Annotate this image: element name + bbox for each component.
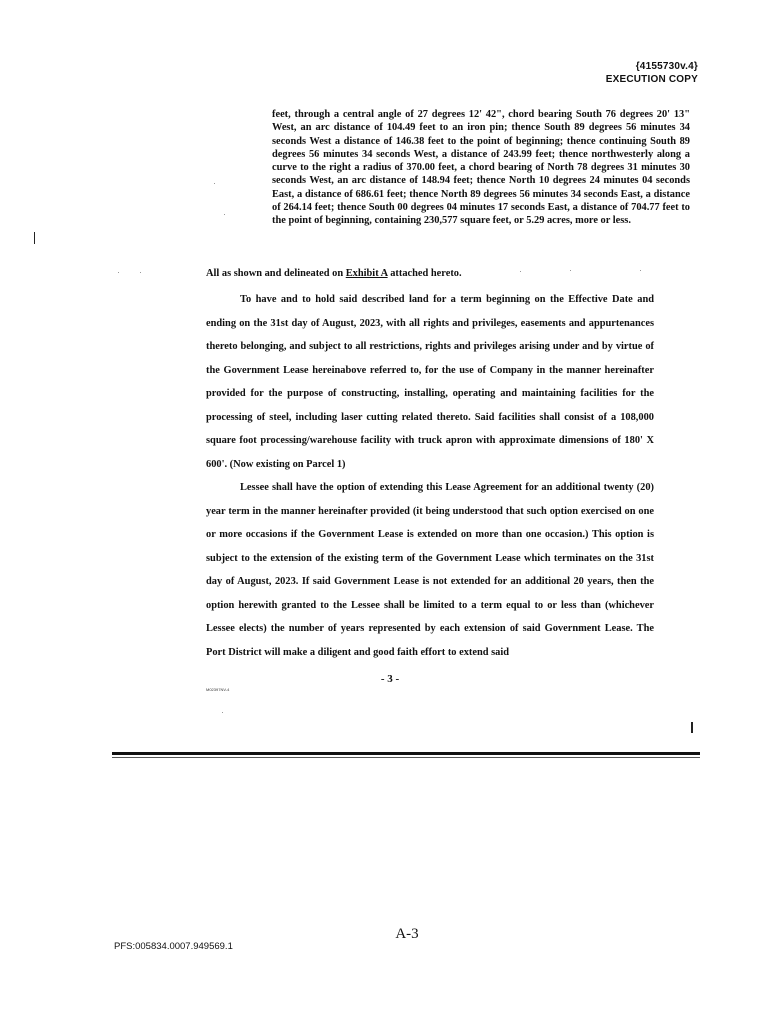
page-divider-line: [112, 752, 700, 755]
exhibit-reference-line: [206, 268, 462, 279]
exhibit-reference-suffix: attached hereto.: [387, 268, 462, 279]
exhibit-a-reference: Exhibit A: [345, 268, 388, 279]
footer-document-id: PFS:005834.0007.949569.1: [114, 941, 233, 952]
option-paragraph: Lessee shall have the option of extending this Lease Agreement for an additional twenty (20) year term in the manner hereinafter provided (it being understood that such option exercised on one or more occasions if the Government Lease is extended on more than one occasion.) This option is subject to the extension of the existing term of the Government Lease which terminates on the 31st day of August, 2023. If said Government Lease is not extended for an additional 20 years, then the option herewith granted to the Lessee shall be limited to a term equal to or less than (whichever Lessee elects) the number of years represented by each extension of said Government Lease. The Port District will make a diligent and good faith effort to extend said: [206, 482, 654, 658]
term-paragraph: To have and to hold said described land for a term beginning on the Effective Date and ending on the 31st day of August, 2023, with all rights and privileges, easements and appurtenances thereto belonging, and subject to all restrictions, rights and privileges arising under and by virtue of the Government Lease hereinabove referred to, for the use of Company in the manner hereinafter provided for the purpose of constructing, installing, operating and maintaining facilities for the processing of steel, including laser cutting related thereto. Said facilities shall consist of a 108,000 square foot processing/warehouse facility with truck apron with approximate dimensions of 180' X 600'. (Now existing on Parcel 1): [206, 294, 654, 470]
scan-speck: [222, 712, 223, 713]
scan-speck: [140, 272, 141, 273]
margin-mark-right: [691, 722, 693, 733]
legal-description-block: feet, through a central angle of 27 degrees 12' 42", chord bearing South 76 degrees 20' 13" West, an arc distance of 104.49 feet to an iron pin; thence South 89 degrees 56 minutes 34 seconds West a distance of 146.38 feet to the point of beginning; thence continuing South 89 degrees 56 minutes 34 seconds West, a distance of 243.99 feet; thence northwesterly along a curve to the right a radius of 370.00 feet, a chord bearing of North 78 degrees 31 minutes 30 seconds West, an arc distance of 148.94 feet; thence North 10 degrees 24 minutes 04 seconds East, a distance of 686.61 feet; thence North 89 degrees 56 minutes 34 seconds East, a distance of 264.14 feet; thence South 00 degrees 04 minutes 17 seconds East, a distance of 704.77 feet to the point of beginning, containing 230,577 square feet, or 5.29 acres, more or less.: [272, 109, 690, 227]
scan-speck: [520, 271, 521, 272]
exhibit-page-number: A-3: [395, 926, 419, 942]
exhibit-reference-text: All as shown and delineated on: [206, 268, 346, 279]
scan-speck: [640, 270, 641, 271]
document-code: M02397NV-4: [206, 687, 230, 692]
execution-copy-label: EXECUTION COPY: [605, 74, 698, 85]
scan-speck: [570, 270, 571, 271]
document-header: [606, 60, 698, 86]
version-number: {4155730v.4}: [635, 61, 698, 72]
scan-speck: [118, 272, 119, 273]
page-divider-line-thin: [112, 757, 700, 758]
scan-speck: [224, 214, 225, 215]
margin-mark: [34, 232, 35, 244]
page-number: - 3 -: [380, 673, 400, 685]
scan-speck: [214, 183, 215, 184]
